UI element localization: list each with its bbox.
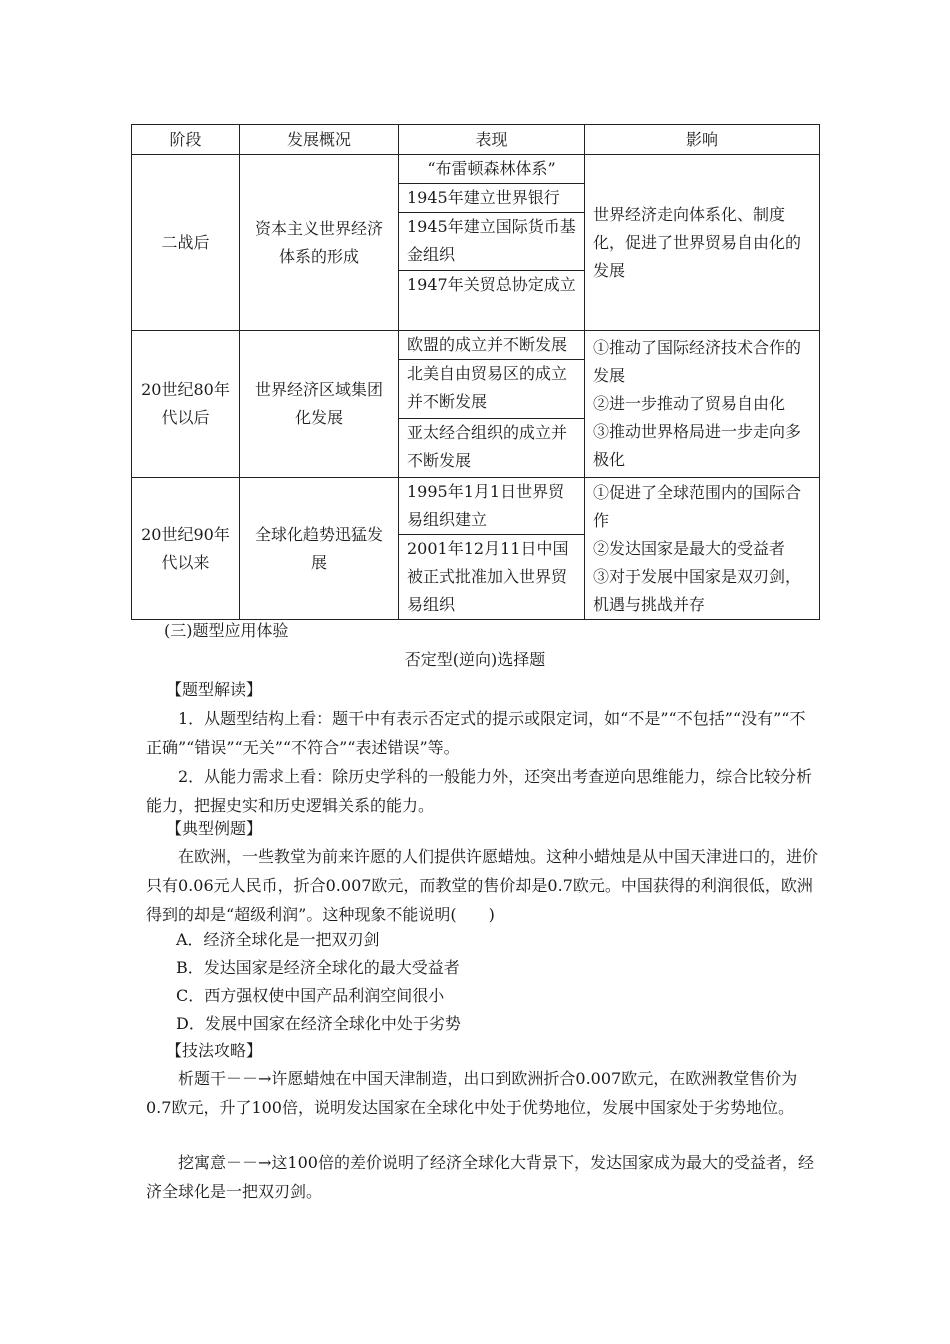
reading-paragraph-1: 1．从题型结构上看：题干中有表示否定式的提示或限定词，如“不是”“不包括”“没有”“不正确”“错误”“无关”“不符合”“表述错误”等。 bbox=[146, 709, 806, 757]
manifestation-item: 1945年建立国际货币基金组织 bbox=[399, 213, 584, 271]
heading-method: 【技法攻略】 bbox=[166, 1041, 263, 1060]
option-b: B．发达国家是经济全球化的最大受益者 bbox=[176, 958, 460, 977]
example-paragraph: 在欧洲，一些教堂为前来许愿的人们提供许愿蜡烛。这种小蜡烛是从中国天津进口的，进价只有0.06元人民币，折合0.007欧元，而教堂的售价却是0.7欧元。中国获得的利润很低，欧洲得到的却是“超级利润”。这种现象不能说明( ) bbox=[146, 847, 819, 924]
impact-cell: ①推动了国际经济技术合作的发展 ②进一步推动了贸易自由化 ③推动世界格局进一步走向多极化 bbox=[585, 331, 820, 478]
impact-cell: ①促进了全球范围内的国际合作 ②发达国家是最大的受益者 ③对于发展中国家是双刃剑，机遇与挑战并存 bbox=[585, 478, 820, 620]
manifestation-cell bbox=[399, 331, 585, 478]
stage-cell: 20世纪90年代以来 bbox=[132, 478, 240, 620]
manifestation-item: 2001年12月11日中国被正式批准加入世界贸易组织 bbox=[407, 539, 569, 614]
header-overview: 发展概况 bbox=[240, 125, 399, 155]
header-manifestation: 表现 bbox=[399, 125, 585, 155]
stage-cell: 二战后 bbox=[132, 155, 240, 331]
manifestation-item: 1947年关贸总协定成立 bbox=[407, 275, 576, 294]
option-a: A．经济全球化是一把双刃剑 bbox=[176, 930, 380, 949]
overview-cell: 全球化趋势迅猛发展 bbox=[240, 478, 399, 620]
manifestation-cell bbox=[399, 155, 585, 331]
header-stage: 阶段 bbox=[132, 125, 240, 155]
manifestation-cell bbox=[399, 478, 585, 620]
header-impact: 影响 bbox=[585, 125, 820, 155]
manifestation-item: 欧盟的成立并不断发展 bbox=[399, 331, 584, 360]
reading-paragraph-2: 2．从能力需求上看：除历史学科的一般能力外，还突出考查逆向思维能力，综合比较分析能力，把握史实和历史逻辑关系的能力。 bbox=[146, 767, 813, 815]
option-d: D．发展中国家在经济全球化中处于劣势 bbox=[176, 1014, 461, 1033]
manifestation-item: “布雷顿森林体系” bbox=[399, 155, 584, 184]
section-label: (三)题型应用体验 bbox=[164, 621, 289, 640]
manifestation-item: 北美自由贸易区的成立并不断发展 bbox=[399, 360, 584, 419]
table-header-row bbox=[132, 125, 820, 155]
history-table bbox=[131, 124, 820, 620]
manifestation-item: 1995年1月1日世界贸易组织建立 bbox=[399, 478, 584, 535]
overview-cell: 资本主义世界经济体系的形成 bbox=[240, 155, 399, 331]
table-row bbox=[132, 331, 820, 478]
manifestation-item: 亚太经合组织的成立并不断发展 bbox=[407, 423, 568, 470]
method-paragraph-2: 挖寓意－－→这100倍的差价说明了经济全球化大背景下，发达国家成为最大的受益者，经济全球化是一把双刃剑。 bbox=[146, 1153, 814, 1201]
impact-cell: 世界经济走向体系化、制度化，促进了世界贸易自由化的发展 bbox=[585, 155, 820, 331]
manifestation-item: 1945年建立世界银行 bbox=[399, 184, 584, 213]
stage-cell: 20世纪80年代以后 bbox=[132, 331, 240, 478]
option-c: C．西方强权使中国产品利润空间很小 bbox=[176, 986, 445, 1005]
overview-cell: 世界经济区域集团化发展 bbox=[240, 331, 399, 478]
question-type-title: 否定型(逆向)选择题 bbox=[404, 650, 546, 669]
heading-example: 【典型例题】 bbox=[166, 819, 263, 838]
table-row bbox=[132, 155, 820, 331]
table-row bbox=[132, 478, 820, 620]
heading-reading: 【题型解读】 bbox=[166, 680, 263, 699]
method-paragraph-1: 析题干－－→许愿蜡烛在中国天津制造，出口到欧洲折合0.007欧元，在欧洲教堂售价为0.7欧元，升了100倍，说明发达国家在全球化中处于优势地位，发展中国家处于劣势地位。 bbox=[146, 1069, 798, 1117]
